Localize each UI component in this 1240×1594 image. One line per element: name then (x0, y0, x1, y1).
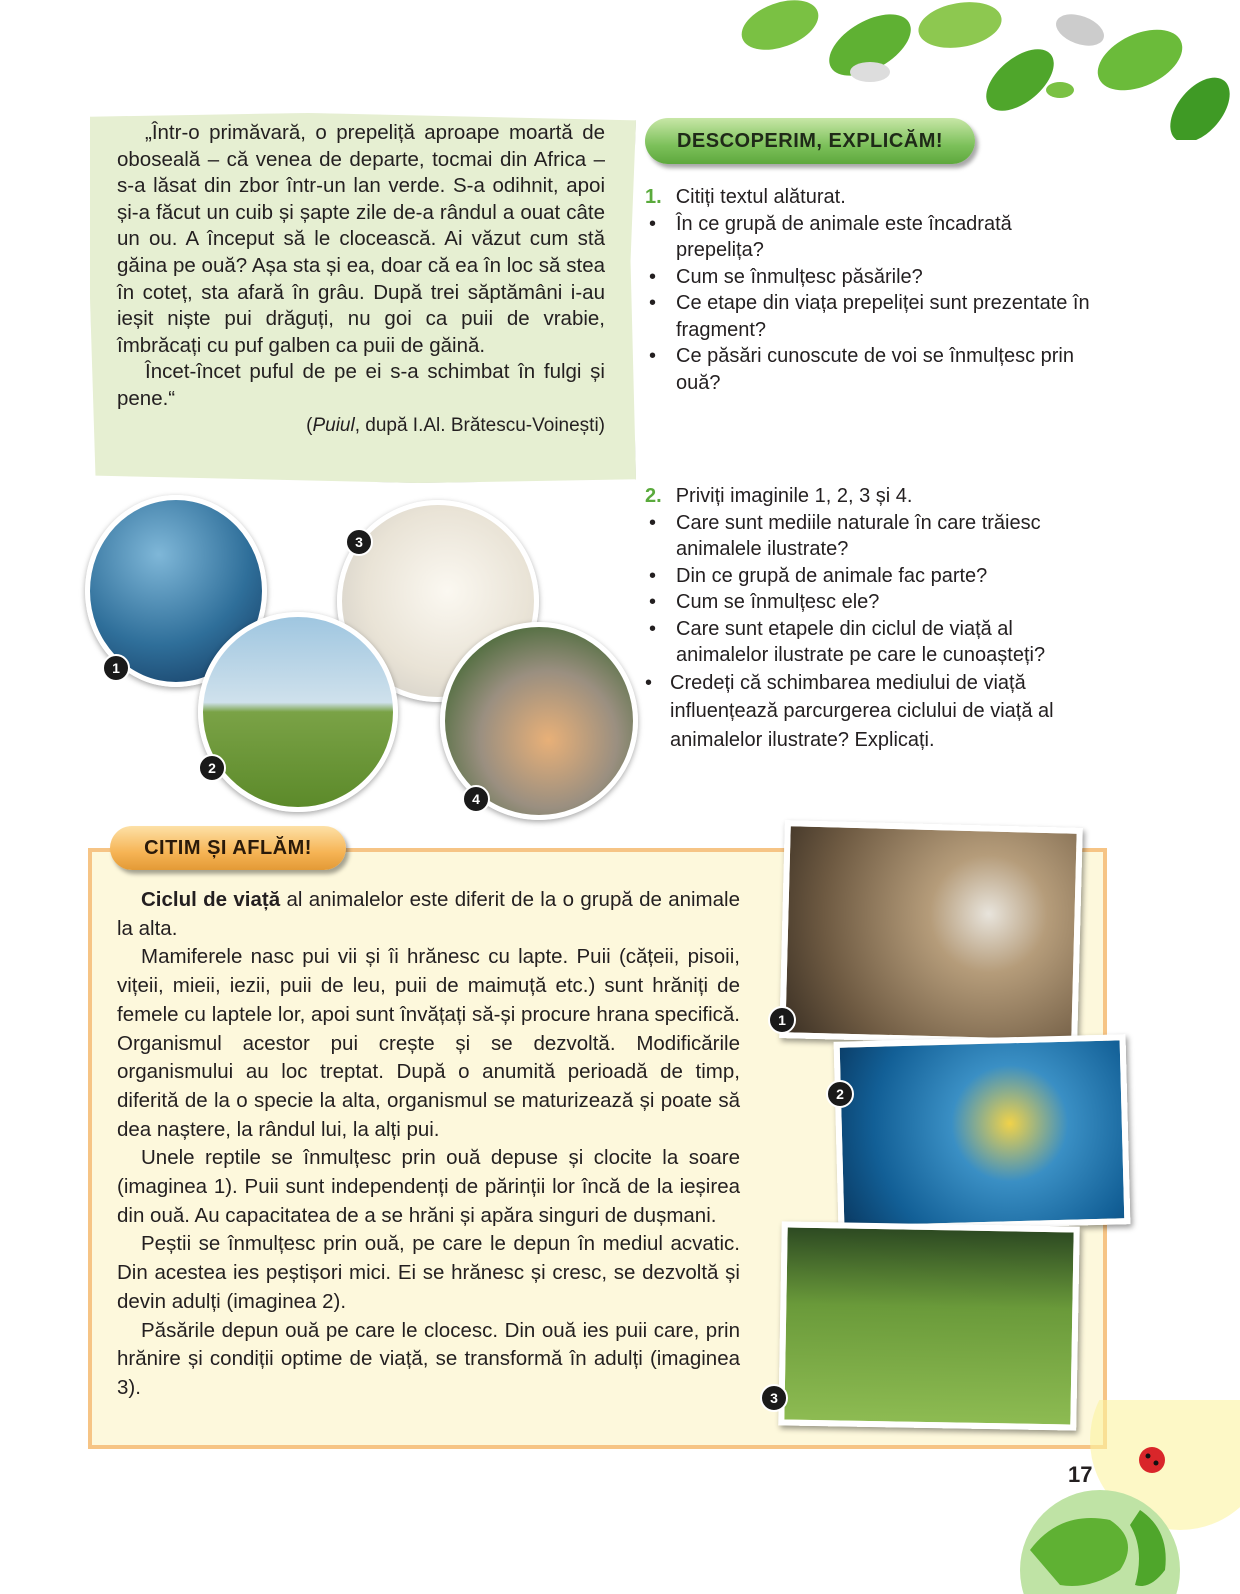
question-text: Citiți textul alăturat. (675, 186, 846, 208)
quote-paragraph: Încet-încet puful de pe ei s-a schimbat în fulgi și pene.“ (117, 360, 605, 410)
image-number-badge: 1 (768, 1006, 796, 1034)
list-item: • Care sunt mediile naturale în care trăiesc animalele ilustrate? (649, 511, 1041, 560)
question-text: Priviți imaginile 1, 2, 3 și 4. (675, 485, 913, 507)
paragraph: Păsările depun ouă pe care le clocesc. Din ouă ies puii care, prin hrănire și condiții optime de viață, se transformă în adulți (imaginea 3). (117, 1318, 740, 1399)
paren: ( (306, 414, 313, 436)
paragraph: Unele reptile se înmulțesc prin ouă depuse și clocite la soare (imaginea 1). Puii sunt independenți de părinții lor încă de la ieșirea din ouă. Au capacitatea de a se hrăni și apăra singuri de dușmani. (117, 1146, 740, 1227)
paragraph: Mamiferele nasc pui vii și îi hrănesc cu lapte. Puii (cățeii, pisoii, vițeii, mieii, iezii, puii de leu, puii de maimuță etc.) sunt hrăniți de femele cu laptele lor, apoi sunt învățați să-și procure hrana specifică. Organismul acestor pui crește și se dezvoltă. Modificările organismului au loc treptat. După o anumită perioadă de timp, diferită de la o specie la alta, organismul se maturizează și poate să dea naștere, la rândul lui, la alți pui. (117, 945, 740, 1141)
list-item: • Credeți că schimbarea mediului de viață influențează parcurgerea ciclului de viață al animalelor ilustrate? Explicați. (645, 671, 1054, 751)
list-item: • Din ce grupă de animale fac parte? (649, 564, 988, 587)
literary-quote (117, 120, 605, 439)
question-number: 2. (645, 485, 662, 507)
section-title-read: CITIM ȘI AFLĂM! (110, 826, 346, 870)
list-item: • Cum se înmulțesc păsările? (649, 265, 923, 288)
fish-school-photo (834, 1034, 1131, 1232)
bullet-text: Cum se înmulțesc păsările? (676, 265, 923, 288)
image-number-badge: 2 (198, 754, 226, 782)
image-number-badge: 3 (345, 528, 373, 556)
question-1 (645, 184, 1105, 396)
quote-paragraph: „Într-o primăvară, o prepeliță aproape moartă de oboseală – că venea de departe, tocmai din Africa – s-a lăsat din zbor într-un lan verde. S-a odihnit, apoi și-a făcut un cuib și șapte zile de-a rândul a ouat câte un ou. A început să le clocească. Ai văzut cum stă găina pe ouă? Așa sta și ea, doar că ea în loc să stea în coteț, sta afară în grâu. După trei săptămâni i-au ieșit niște pui drăguți, nu goi ca puii de vrabie, îmbrăcați cu puf galben ca puii de găină. (117, 121, 605, 357)
bullet-text: Ce păsări cunoscute de voi se înmulțesc prin ouă? (676, 345, 1074, 394)
list-item: • Cum se înmulțesc ele? (649, 591, 880, 613)
bullet-text: Care sunt mediile naturale în care trăiesc animalele ilustrate? (676, 511, 1041, 560)
paragraph (117, 886, 740, 943)
globe-decoration (1000, 1400, 1240, 1594)
list-item: • Ce păsări cunoscute de voi se înmulțesc prin ouă? (649, 345, 1074, 394)
question-number: 1. (645, 186, 662, 208)
page-number: 17 (1068, 1462, 1093, 1487)
list-item: • Care sunt etapele din ciclul de viață al animalelor ilustrate pe care le cunoașteți? (649, 617, 1046, 666)
quote-source (117, 413, 605, 440)
bullet-text: Care sunt etapele din ciclul de viață al animalelor ilustrate pe care le cunoașteți? (676, 617, 1046, 666)
source-author: , după I.Al. Brătescu-Voinești) (354, 414, 605, 436)
bullet-text: Cum se înmulțesc ele? (676, 591, 880, 613)
text: al animalelor este diferit de la o grupă de animale la alta. (117, 888, 740, 940)
bullet-text: Ce etape din viața prepeliței sunt prezentate în fragment? (676, 292, 1090, 341)
reading-text (117, 886, 740, 1403)
list-item: • În ce grupă de animale este încadrată prepelița? (649, 212, 1012, 261)
source-title: Puiul (312, 414, 355, 436)
image-number-badge: 1 (102, 654, 130, 682)
bullet-text: În ce grupă de animale este încadrată prepelița? (676, 212, 1012, 261)
image-number-badge: 3 (760, 1384, 788, 1412)
term: Ciclul de viață (141, 888, 281, 911)
bullet-text: Credeți că schimbarea mediului de viață influențează parcurgerea ciclului de viață al animalelor ilustrate? Explicați. (670, 671, 1054, 751)
list-item: • Ce etape din viața prepeliței sunt prezentate în fragment? (649, 292, 1090, 341)
question-2 (645, 483, 1105, 754)
image-number-badge: 4 (462, 785, 490, 813)
bullet-text: Din ce grupă de animale fac parte? (676, 564, 988, 587)
paragraph: Peștii se înmulțesc prin ouă, pe care le depun în mediul acvatic. Din acestea ies peștișori mici. Ei se hrănesc și cresc, se dezvoltă și devin adulți (imaginea 2). (117, 1232, 740, 1313)
lizard-eggs-photo (779, 820, 1083, 1046)
giraffe-photo (198, 612, 398, 812)
image-number-badge: 2 (826, 1080, 854, 1108)
section-title-discover: DESCOPERIM, EXPLICĂM! (645, 118, 975, 164)
